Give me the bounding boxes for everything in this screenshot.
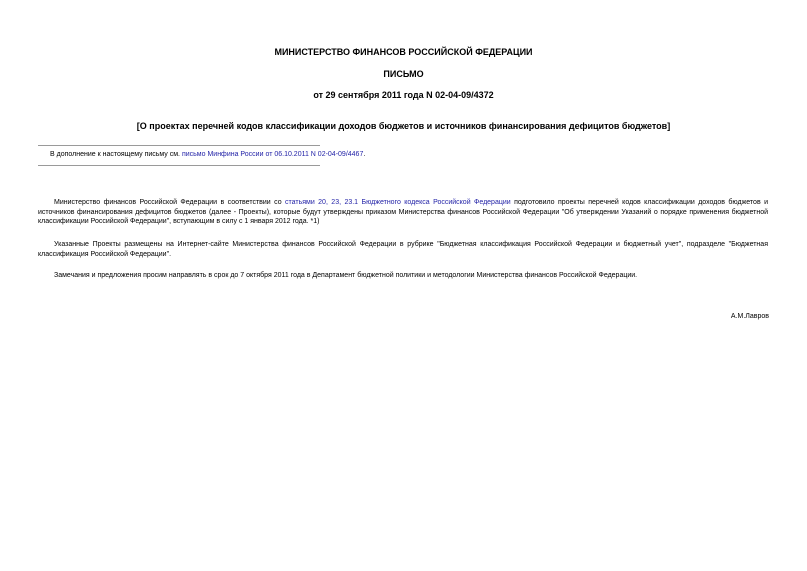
body-paragraph-2: Указанные Проекты размещены на Интернет-сайте Министерства финансов Российской Федерации в рубрике "Бюджетная классификация Российской Федерации и бюджетный учет", подразделе "Бюджетная классификация Российской Федерации". [38,241,768,258]
paragraph-1-end: подготовило проекты перечней кодов классификации доходов бюджетов и источников финансирования дефицитов бюджетов (далее - Проекты), которые будут утверждены приказом Министерства финансов Российской Федерации "Об утверждении Указаний о порядке применения бюджетной классификации Российской Федерации", вступающим в силу с 1 января 2012 года. *1) [38,199,768,225]
note-suffix: . [363,151,366,158]
paragraph-1-start: Министерство финансов Российской Федерации в соответствии со [54,199,286,206]
document-type: ПИСЬМО [383,69,424,79]
note-link[interactable]: письмо Минфина России от 06.10.2011 N 02-04-09/4467 [181,151,364,158]
document-title: [О проектах перечней кодов классификации доходов бюджетов и источников финансирования дефицитов бюджетов] [136,121,671,131]
ministry-heading: МИНИСТЕРСТВО ФИНАНСОВ РОССИЙСКОЙ ФЕДЕРАЦИИ [274,47,533,57]
signature: А.М.Лавров [730,313,769,320]
editorial-note [50,150,365,159]
budget-code-link[interactable]: статьями 20, 23, 23.1 Бюджетного кодекса Российской Федерации [285,199,511,206]
note-bottom-rule [38,165,320,166]
note-top-rule [38,145,320,146]
body-paragraph-1 [38,198,768,227]
note-prefix: В дополнение к настоящему письму см. [50,151,182,158]
body-paragraph-3: Замечания и предложения просим направлять в срок до 7 октября 2011 года в Департамент бюджетной политики и методологии Министерства финансов Российской Федерации. [54,272,638,279]
document-date-number: от 29 сентября 2011 года N 02-04-09/4372 [313,90,494,100]
